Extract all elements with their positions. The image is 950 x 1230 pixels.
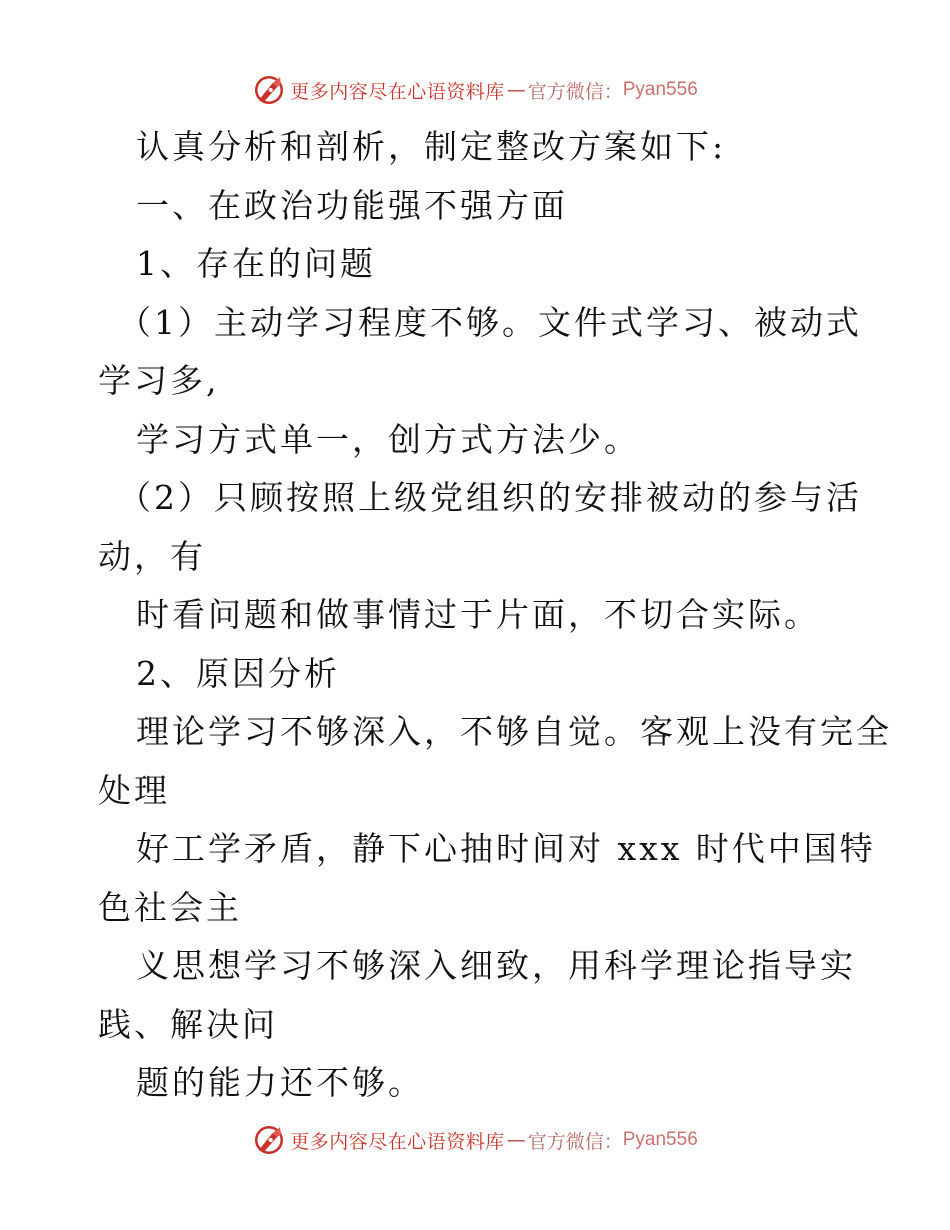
section-heading: 一、在政治功能强不强方面 [136, 185, 568, 225]
pen-nib-logo-icon [252, 1123, 286, 1157]
paragraph-line: 理论学习不够深入，不够自觉。客观上没有完全 [136, 712, 892, 751]
watermark-header [0, 70, 950, 110]
paragraph-line: （2）只顾按照上级党组织的安排被动的参与活 [118, 478, 862, 517]
document-body [98, 118, 892, 1113]
paragraph-line: 题的能力还不够。 [136, 1063, 424, 1102]
paragraph-line: 义思想学习不够深入细致，用科学理论指导实 [136, 946, 856, 985]
paragraph-line: 动，有 [98, 536, 206, 576]
paragraph-line: 色社会主 [98, 887, 242, 927]
pen-nib-logo-icon [252, 73, 286, 107]
watermark-brand-text: 更多内容尽在心语资料库 [290, 80, 505, 103]
watermark-dash: — [506, 1129, 526, 1151]
watermark-official-label: 官方微信： [527, 80, 623, 103]
watermark-wechat-id: Pyan556 [622, 79, 698, 100]
paragraph-line: 学习多, [98, 361, 220, 400]
watermark-dash: — [506, 79, 526, 101]
paragraph-line: 好工学矛盾，静下心抽时间对 xxx 时代中国特 [136, 829, 876, 868]
paragraph-line: 时看问题和做事情过于片面，不切合实际。 [136, 595, 820, 634]
paragraph-line: 认真分析和剖析，制定整改方案如下: [136, 127, 727, 166]
subsection-heading: 2、原因分析 [136, 653, 340, 693]
watermark-wechat-id: Pyan556 [622, 1129, 698, 1150]
paragraph-line: 学习方式单一，创方式方法少。 [136, 419, 640, 459]
subsection-heading: 1、存在的问题 [136, 244, 376, 283]
watermark-brand-text: 更多内容尽在心语资料库 [290, 1130, 505, 1153]
watermark-official-label: 官方微信： [527, 1130, 623, 1153]
paragraph-line: 处理 [98, 770, 170, 810]
watermark-footer [0, 1120, 950, 1160]
paragraph-line: 践、解决问 [98, 1004, 278, 1044]
paragraph-line: （1）主动学习程度不够。文件式学习、被动式 [118, 302, 862, 342]
